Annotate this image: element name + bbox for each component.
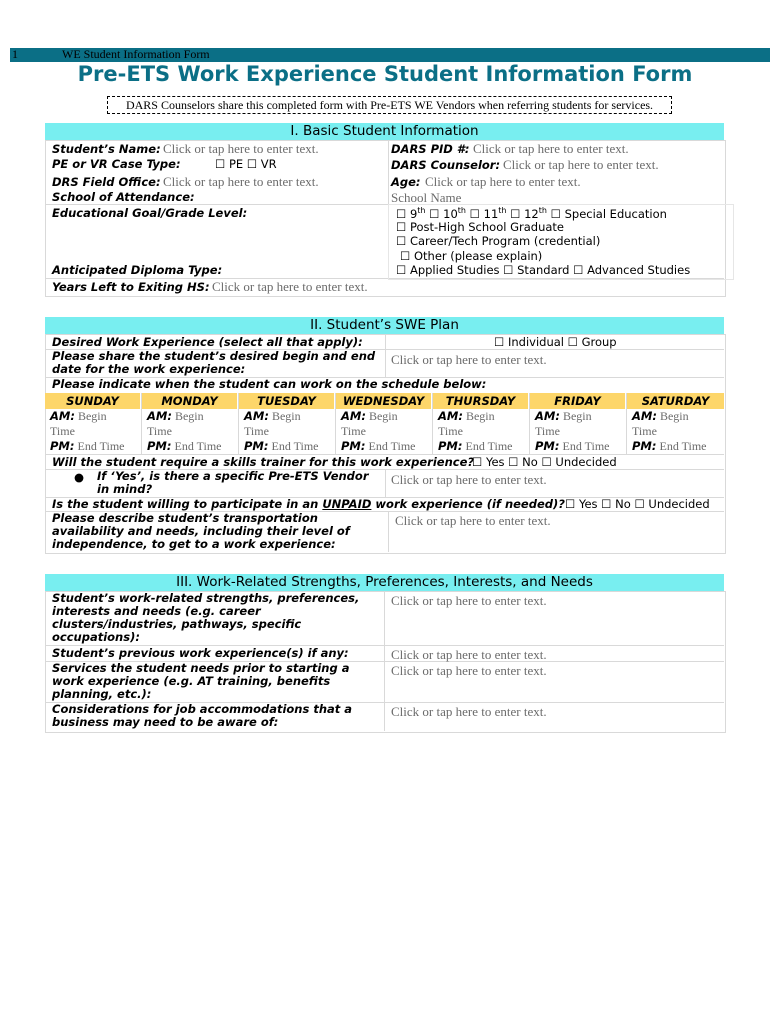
skills-trainer-label: Will the student require a skills trainer for this work experience?	[52, 455, 475, 469]
day-header-monday: MONDAY	[142, 393, 237, 409]
schedule-cell-saturday[interactable]: AM: Begin Time PM: End Time	[632, 409, 707, 453]
pid-label: DARS PID #:	[391, 142, 470, 156]
goal-option-graduate[interactable]: ☐ Post-High School Graduate	[396, 220, 565, 234]
years-left-label: Years Left to Exiting HS:	[52, 280, 210, 294]
accommodations-input[interactable]: Click or tap here to enter text.	[391, 704, 547, 719]
desired-experience-label: Desired Work Experience (select all that apply):	[52, 335, 363, 349]
school-name-input[interactable]: School Name	[391, 190, 462, 205]
skills-trainer-checkboxes[interactable]: ☐ Yes ☐ No ☐ Undecided	[472, 455, 617, 469]
unpaid-label: Is the student willing to participate in an UNPAID work experience (if needed)?	[52, 497, 565, 511]
day-header-tuesday: TUESDAY	[239, 393, 334, 409]
page-title: Pre-ETS Work Experience Student Information Form	[77, 62, 693, 86]
schedule-cell-monday[interactable]: AM: Begin Time PM: End Time	[147, 409, 222, 453]
vendor-label: If ‘Yes’, is there a specific Pre-ETS Vendor in mind?	[97, 469, 369, 496]
strengths-input[interactable]: Click or tap here to enter text.	[391, 593, 547, 608]
begin-end-date-input[interactable]: Click or tap here to enter text.	[391, 352, 547, 367]
unpaid-checkboxes[interactable]: ☐ Yes ☐ No ☐ Undecided	[565, 497, 710, 511]
goal-option-other[interactable]: ☐ Other (please explain)	[400, 249, 543, 263]
strengths-label: Student’s work-related strengths, preferences, interests and needs (e.g. career clusters/industries, pathways, specific occupations):	[52, 591, 360, 644]
schedule-cell-thursday[interactable]: AM: Begin Time PM: End Time	[438, 409, 513, 453]
years-left-input[interactable]: Click or tap here to enter text.	[212, 279, 368, 294]
schedule-cell-tuesday[interactable]: AM: Begin Time PM: End Time	[244, 409, 319, 453]
age-input[interactable]: Click or tap here to enter text.	[425, 174, 581, 189]
field-office-label: DRS Field Office:	[52, 175, 161, 189]
school-label: School of Attendance:	[52, 190, 195, 204]
header-doc-name: WE Student Information Form	[62, 47, 210, 61]
goal-label: Educational Goal/Grade Level:	[52, 206, 248, 220]
begin-end-date-label: Please share the student’s desired begin and end date for the work experience:	[52, 349, 376, 376]
previous-experience-input[interactable]: Click or tap here to enter text.	[391, 647, 547, 662]
counselor-input[interactable]: Click or tap here to enter text.	[503, 157, 659, 172]
transportation-input[interactable]: Click or tap here to enter text.	[395, 513, 551, 528]
day-header-saturday: SATURDAY	[627, 393, 724, 409]
services-input[interactable]: Click or tap here to enter text.	[391, 663, 547, 678]
grade-level-checkboxes[interactable]: ☐ 9th ☐ 10th ☐ 11th ☐ 12th ☐ Special Education	[396, 206, 667, 221]
student-name-label: Student’s Name:	[52, 142, 161, 156]
student-name-input[interactable]: Click or tap here to enter text.	[163, 141, 319, 156]
bullet-icon: ●	[74, 470, 85, 484]
vendor-input[interactable]: Click or tap here to enter text.	[391, 472, 547, 487]
schedule-cell-wednesday[interactable]: AM: Begin Time PM: End Time	[341, 409, 416, 453]
section-2-heading: II. Student’s SWE Plan	[45, 317, 724, 334]
age-label: Age:	[391, 175, 421, 189]
transportation-label: Please describe student’s transportation availability and needs, including their level of independence, to get to a work experience:	[52, 511, 350, 551]
goal-option-career-tech[interactable]: ☐ Career/Tech Program (credential)	[396, 234, 601, 248]
previous-experience-label: Student’s previous work experience(s) if any:	[52, 646, 349, 660]
diploma-checkboxes[interactable]: ☐ Applied Studies ☐ Standard ☐ Advanced Studies	[396, 263, 691, 277]
case-type-checkboxes[interactable]: ☐ PE ☐ VR	[215, 157, 277, 171]
day-header-sunday: SUNDAY	[45, 393, 140, 409]
page-number: 1	[12, 47, 18, 61]
desired-experience-checkboxes[interactable]: ☐ Individual ☐ Group	[494, 335, 617, 349]
day-header-thursday: THURSDAY	[433, 393, 528, 409]
counselor-label: DARS Counselor:	[391, 158, 501, 172]
diploma-label: Anticipated Diploma Type:	[52, 263, 223, 277]
field-office-input[interactable]: Click or tap here to enter text.	[163, 174, 319, 189]
schedule-cell-friday[interactable]: AM: Begin Time PM: End Time	[535, 409, 610, 453]
services-label: Services the student needs prior to starting a work experience (e.g. AT training, benefits planning, etc.):	[52, 661, 350, 701]
schedule-label: Please indicate when the student can work on the schedule below:	[52, 377, 487, 391]
day-header-friday: FRIDAY	[530, 393, 625, 409]
pid-input[interactable]: Click or tap here to enter text.	[473, 141, 629, 156]
schedule-cell-sunday[interactable]: AM: Begin Time PM: End Time	[50, 409, 125, 453]
instruction-note: DARS Counselors share this completed form with Pre-ETS WE Vendors when referring students for services.	[107, 96, 672, 114]
accommodations-label: Considerations for job accommodations that a business may need to be aware of:	[52, 702, 353, 729]
case-type-label: PE or VR Case Type:	[52, 157, 181, 171]
section-3-heading: III. Work-Related Strengths, Preferences, Interests, and Needs	[45, 574, 724, 591]
section-1-heading: I. Basic Student Information	[45, 123, 724, 140]
day-header-wednesday: WEDNESDAY	[336, 393, 431, 409]
